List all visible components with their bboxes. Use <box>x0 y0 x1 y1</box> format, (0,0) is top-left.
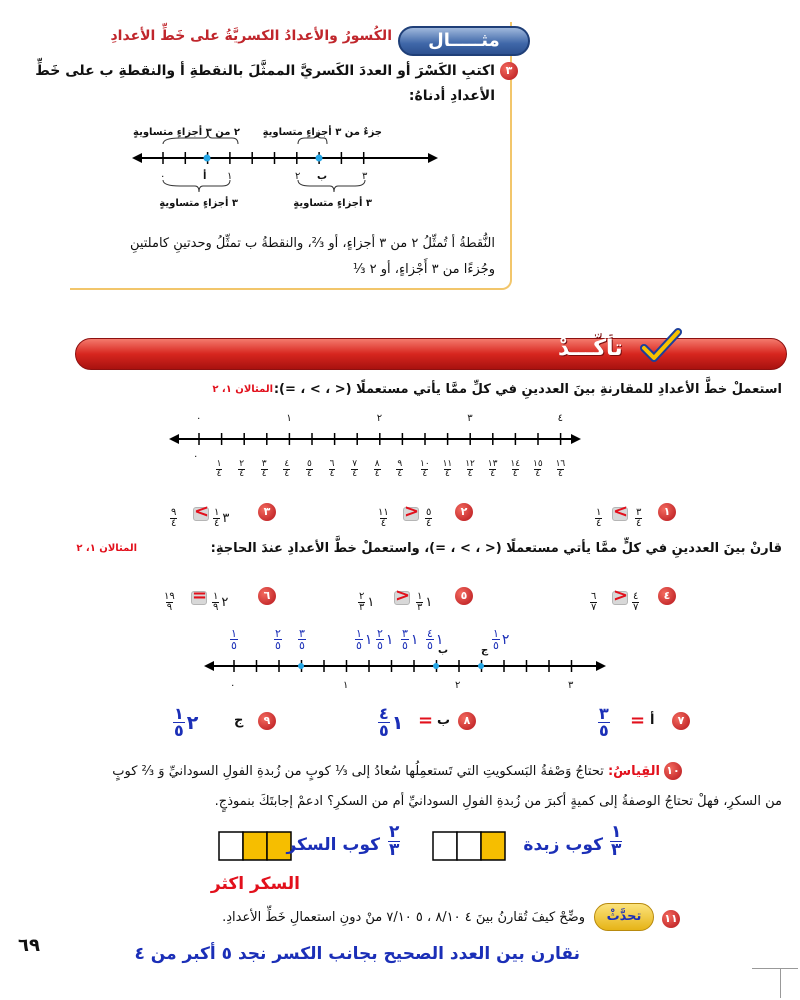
quarters-fraction-label: ٢ ٤ <box>239 459 245 479</box>
fifths-handwritten-label: ٣ ٥ <box>299 627 305 652</box>
q9-label: ج <box>234 713 244 728</box>
quarters-fraction-label: ٩ ٤ <box>397 459 403 479</box>
q11-number: ١١ <box>662 910 680 928</box>
quarters-fraction-label: ١٣ ٤ <box>487 459 498 479</box>
q5-right-value: ٢ ٣ ١ <box>359 591 375 613</box>
q10-line1 <box>112 764 660 779</box>
talk-badge: تحدَّثْ <box>594 903 654 931</box>
quarters-whole-label: ٤ <box>557 413 563 424</box>
q1-right-value: ١ ٤ <box>596 507 602 529</box>
footer-rule <box>752 968 798 969</box>
q7-sign: = <box>630 710 646 731</box>
tick-b: ب <box>317 171 328 182</box>
fifths-handwritten-label: ١ ٥ ١ <box>356 627 373 652</box>
quarters-fraction-label: ١ ٤ <box>216 459 222 479</box>
fifths-handwritten-label: ١ ٥ <box>231 627 237 652</box>
quarters-fraction-label: ٠ <box>193 451 199 462</box>
reference-1: المثالان ١، ٢ <box>212 384 273 395</box>
q1-number: ١ <box>658 503 676 521</box>
fifths-handwritten-label: ٢ ٥ <box>275 627 281 652</box>
instruction-2: قارنْ بينَ العددينِ في كلٍّ ممَّا يأتي مستعملًا (< ، > ، =)، واستعملْ خطَّ الأعدادِ عندَ الحاجةِ: <box>210 541 782 556</box>
fifths-tick-1: ١ <box>343 680 349 691</box>
q1-answer: < <box>613 501 629 522</box>
q8-number: ٨ <box>458 712 476 730</box>
tick-3: ٣ <box>362 171 368 182</box>
q9-answer: ١ ٥ ٢ <box>174 704 199 740</box>
quarters-fraction-label: ٦ ٤ <box>329 459 335 479</box>
q8-label: ب <box>437 713 451 728</box>
q3-answer: < <box>194 501 210 522</box>
example-answer-line1: النُّقطةُ أ تُمثِّلُ ٢ من ٣ أجزاءٍ، أو ⅔، والنقطةُ ب تمثِّلُ وحدتينِ كاملتينِ <box>129 236 495 251</box>
butter-label: كوب زبدة <box>523 835 603 855</box>
question-number: ٣ <box>500 62 518 80</box>
q4-right-value: ٦ ٧ <box>591 591 597 613</box>
sugar-fraction: ٢ ٣ <box>389 822 400 860</box>
butter-fraction: ١ ٣ <box>611 822 622 860</box>
q5-left-value: ١ ٣ ١ <box>417 591 433 613</box>
point-c: ج <box>481 645 489 656</box>
butter-model <box>433 832 505 860</box>
q8-sign: = <box>418 710 434 731</box>
label-b-bottom: ٣ أجزاءٍ متساويةٍ <box>293 198 372 209</box>
quarters-fraction-label: ١١ ٤ <box>442 459 453 479</box>
example-answer-line2: وجُزءًا من ٣ أَجْزاءٍ، أو ٢ ⅓ <box>352 262 495 277</box>
quarters-whole-label: ٣ <box>467 413 473 424</box>
q2-number: ٢ <box>455 503 473 521</box>
point-b: ب <box>438 645 449 656</box>
q3-left-value: ١ ٤ ٣ <box>214 507 230 529</box>
q7-answer: ٣ ٥ <box>599 704 609 740</box>
quarters-fraction-label: ٨ ٤ <box>374 459 380 479</box>
fifths-tick-3: ٣ <box>568 680 574 691</box>
fifths-tick-0: ٠ <box>230 680 236 691</box>
q7-label: أ <box>650 713 655 728</box>
example-heading: الكُسورُ والأعدادُ الكسريَّةُ على خَطِّ الأعدادِ <box>110 28 392 44</box>
quarters-fraction-label: ٤ ٤ <box>284 459 290 479</box>
quarters-fraction-label: ٧ ٤ <box>352 459 358 479</box>
quarters-fraction-label: ١٠ ٤ <box>420 459 430 479</box>
example-label: مثـــــال <box>398 26 530 56</box>
quarters-fraction-label: ١٤ ٤ <box>510 459 521 479</box>
label-a-top: ٢ من ٣ أجزاءٍ متساويةٍ <box>133 127 240 138</box>
q7-number: ٧ <box>672 712 690 730</box>
q11-text: وضِّحْ كيفَ تُقارنُ بينَ ٤ ٨/١٠ ، ٥ ٧/١٠ منْ دونِ استعمالِ خَطِّ الأعدادِ. <box>222 910 585 925</box>
q9-number: ٩ <box>258 712 276 730</box>
q6-right-value: ١٩ ٩ <box>164 591 175 613</box>
q10-number: ١٠ <box>664 762 682 780</box>
q10-line1-text: تحتاجُ وَصْفةُ البَسكويتِ التي تَستعمِلُها سُعادُ إلى ⅓ كوبٍ من زُبدةِ الفولِ السودانيِّ وَ ⅔ كوبٍ <box>112 764 604 779</box>
instruction-1: استعملْ خطَّ الأعدادِ للمقارنةِ بينَ العددينِ في كلِّ ممَّا يأتي مستعملًا (< ، > ، =): <box>273 382 782 397</box>
fifths-handwritten-label: ٣ ٥ ١ <box>402 627 419 652</box>
quarters-whole-label: ٢ <box>376 413 383 424</box>
label-b-top: جزءٌ من ٣ أجزاءٍ متساويةٍ <box>262 127 382 138</box>
checkmark-icon <box>640 326 682 368</box>
fifths-handwritten-label: ٢ ٥ ١ <box>377 627 394 652</box>
quarters-fraction-label: ١٥ ٤ <box>533 459 543 479</box>
q4-number: ٤ <box>658 587 676 605</box>
sugar-model <box>219 832 291 860</box>
q2-left-value: ٥ ٤ <box>426 507 432 529</box>
sugar-label: كوب السكر <box>286 835 380 855</box>
footer-tick <box>780 968 781 998</box>
example-question-line1: اكتبِ الكَسْرَ أو العددَ الكَسريَّ الممثَّلَ بالنقطةِ أ والنقطةِ ب على خَطِّ <box>35 63 495 79</box>
q1-left-value: ٣ ٤ <box>636 507 642 529</box>
quarters-fraction-label: ١٦ ٤ <box>555 459 566 479</box>
q5-answer: > <box>395 585 411 606</box>
fifths-handwritten-label: ٤ ٥ ١ <box>427 627 444 652</box>
example-question-line2: الأعدادِ أدناهُ: <box>408 88 495 104</box>
q6-number: ٦ <box>258 587 276 605</box>
quarters-whole-label: ١ <box>286 413 292 424</box>
q2-answer: > <box>404 501 420 522</box>
q10-keyword: القِياسُ: <box>607 764 660 779</box>
quarters-fraction-label: ١٢ ٤ <box>465 459 475 479</box>
q3-number: ٣ <box>258 503 276 521</box>
label-a-bottom: ٣ أجزاءٍ متساويةٍ <box>159 198 238 209</box>
conclusion-text: السكر اكثر <box>210 874 300 894</box>
quarters-fraction-label: ٣ ٤ <box>261 459 267 479</box>
q2-right-value: ١١ ٤ <box>378 507 389 529</box>
quarters-whole-label: ٠ <box>196 413 202 424</box>
fifths-tick-2: ٢ <box>455 680 461 691</box>
tick-0: ٠ <box>160 171 166 182</box>
q8-answer: ٤ ٥ ١ <box>379 704 404 740</box>
q6-left-value: ١ ٩ ٢ <box>213 591 229 613</box>
fifths-handwritten-label: ١ ٥ ٢ <box>493 627 510 652</box>
q6-answer: = <box>192 585 208 606</box>
tick-2: ٢ <box>295 171 301 182</box>
q3-right-value: ٩ ٤ <box>171 507 177 529</box>
q4-left-value: ٤ ٧ <box>633 591 639 613</box>
reference-2: المثالان ١، ٢ <box>76 543 137 554</box>
quarters-fraction-label: ٥ ٤ <box>307 459 312 479</box>
q4-answer: > <box>613 585 629 606</box>
q10-line2: من السكرِ، فهلْ تحتاجُ الوصفةُ إلى كميةٍ أكبرَ من زُبدةِ الفولِ السودانيِّ أم من السكرِ؟ ادعمْ إجابتَكَ بنموذجٍ. <box>214 794 782 809</box>
fifths-number-line <box>200 652 610 692</box>
check-title: تأكّـــدْ <box>558 336 623 361</box>
tick-a: أ <box>203 171 207 182</box>
final-answer: نقارن بين العدد الصحيح بجانب الكسر نجد ٥ أكبر من ٤ <box>134 944 580 964</box>
q5-number: ٥ <box>455 587 473 605</box>
tick-1: ١ <box>227 171 233 182</box>
page-number: ٦٩ <box>18 935 40 956</box>
